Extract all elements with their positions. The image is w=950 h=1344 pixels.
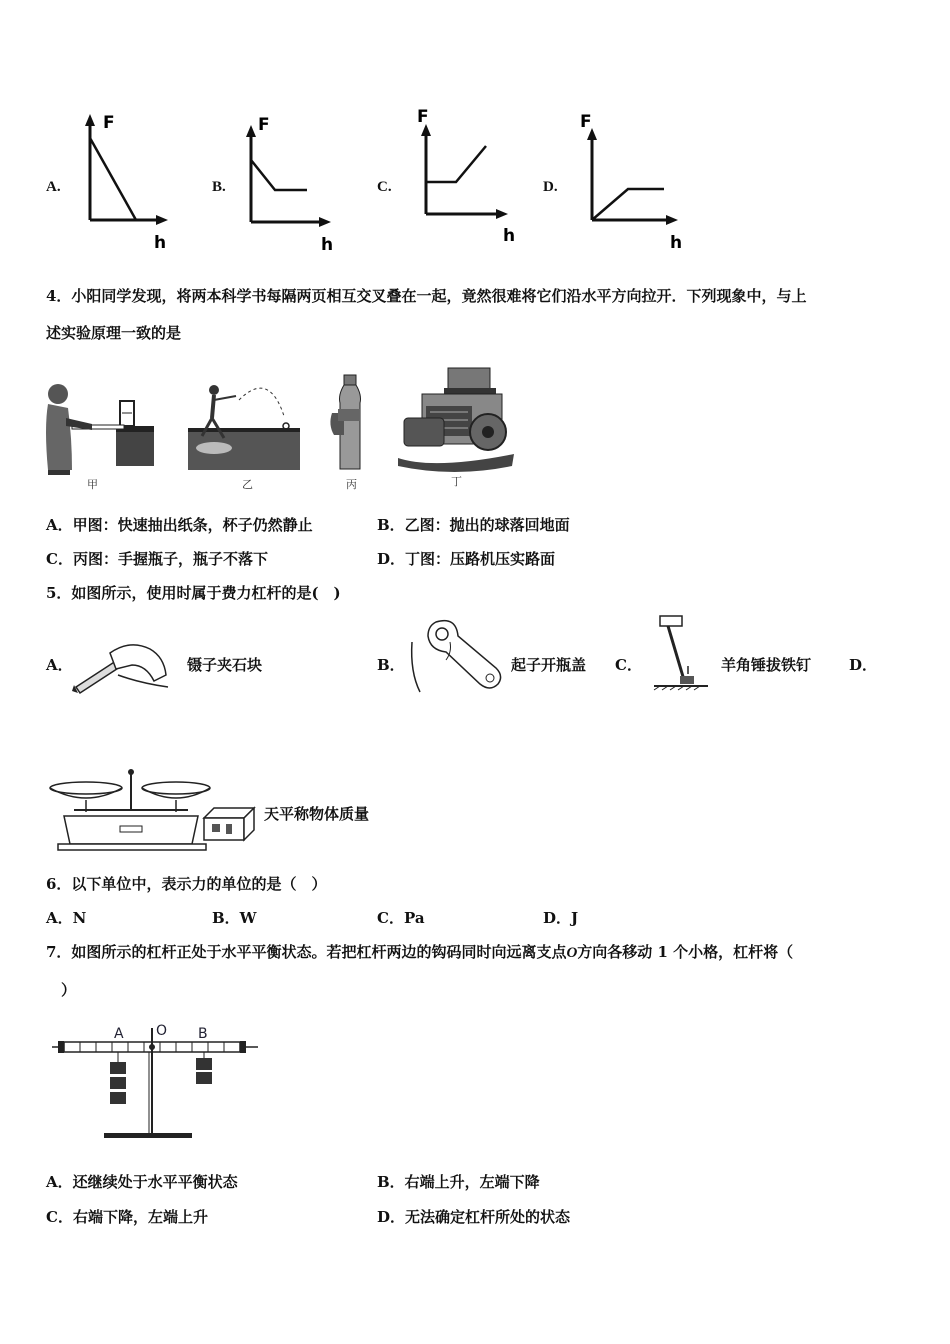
option-label: B. <box>212 179 226 195</box>
q4-option-c[interactable]: C．丙图：手握瓶子，瓶子不落下 <box>46 550 268 568</box>
q5-option-a-text[interactable]: 镊子夹石块 <box>187 656 263 674</box>
q4-option-a[interactable]: A．甲图：快速抽出纸条，杯子仍然静止 <box>46 516 313 534</box>
option-label: A. <box>46 179 61 195</box>
svg-text:A: A <box>114 1026 124 1042</box>
graph-a <box>76 108 176 253</box>
option-label: C. <box>377 179 392 195</box>
q7-stem-point-o: O <box>566 945 578 961</box>
q5-stem: 5．如图所示，使用时属于费力杠杆的是( ) <box>46 584 341 602</box>
q7-stem-line1 <box>46 942 793 963</box>
q5-option-b-label[interactable]: B． <box>377 656 405 674</box>
q4-stem-line1: 4．小阳同学发现，将两本科学书每隔两页相互交叉叠在一起，竟然很难将它们沿水平方向拉开．下列现象中，与上 <box>46 287 807 305</box>
claw-hammer-icon <box>650 612 712 694</box>
q4-option-b[interactable]: B．乙图：抛出的球落回地面 <box>377 516 570 534</box>
q7-option-d[interactable]: D．无法确定杠杆所处的状态 <box>377 1208 571 1226</box>
graph-b <box>237 110 337 255</box>
graph-d <box>578 110 683 255</box>
q7-stem-line2: ） <box>46 981 77 999</box>
graph-c <box>412 104 516 249</box>
svg-text:F: F <box>103 113 115 133</box>
q7-lever-figure <box>50 1018 262 1144</box>
q7-option-b[interactable]: B．右端上升，左端下降 <box>377 1173 540 1191</box>
svg-text:乙: 乙 <box>242 478 253 491</box>
svg-text:h: h <box>503 226 516 246</box>
q4-figure-jia <box>42 378 160 493</box>
q4-option-d[interactable]: D．丁图：压路机压实路面 <box>377 550 556 568</box>
q5-option-b-text[interactable]: 起子开瓶盖 <box>511 656 587 674</box>
q6-option-c[interactable]: C．Pa <box>377 909 425 927</box>
q6-option-b[interactable]: B．W <box>212 909 257 927</box>
svg-text:F: F <box>580 112 592 132</box>
svg-text:O: O <box>156 1023 168 1039</box>
q6-option-d[interactable]: D．J <box>543 909 579 927</box>
q4-stem-line2: 述实验原理一致的是 <box>46 324 182 342</box>
bottle-opener-icon <box>406 612 506 696</box>
svg-text:h: h <box>670 233 683 253</box>
q4-figure-yi <box>184 378 304 493</box>
svg-text:h: h <box>154 233 167 253</box>
q5-option-d-text[interactable]: 天平称物体质量 <box>264 805 370 823</box>
q7-option-c[interactable]: C．右端下降，左端上升 <box>46 1208 208 1226</box>
svg-text:丁: 丁 <box>451 475 462 488</box>
svg-text:丙: 丙 <box>346 478 357 491</box>
q7-stem-part2: 方向各移动 1 个小格，杠杆将（ <box>577 943 794 961</box>
balance-scale-icon <box>44 764 259 854</box>
q5-option-c-label[interactable]: C． <box>615 656 642 674</box>
q7-stem-part1: 7．如图所示的杠杆正处于水平平衡状态。若把杠杆两边的钩码同时向远离支点 <box>46 943 567 961</box>
q6-option-a[interactable]: A．N <box>46 909 87 927</box>
q4-figure-bing <box>326 373 374 493</box>
q5-option-d-label[interactable]: D． <box>849 656 878 674</box>
svg-text:F: F <box>258 115 270 135</box>
q4-figure-ding <box>394 362 520 492</box>
tweezers-icon <box>70 635 170 695</box>
svg-text:h: h <box>321 235 334 255</box>
q6-stem: 6．以下单位中，表示力的单位的是（ ） <box>46 875 327 893</box>
q5-option-a-label[interactable]: A． <box>46 656 73 674</box>
svg-text:F: F <box>417 107 429 127</box>
svg-text:甲: 甲 <box>87 478 98 491</box>
q7-option-a[interactable]: A．还继续处于水平平衡状态 <box>46 1173 238 1191</box>
option-label: D. <box>543 179 558 195</box>
q5-option-c-text[interactable]: 羊角锤拔铁钉 <box>721 656 812 674</box>
svg-text:B: B <box>198 1026 208 1042</box>
